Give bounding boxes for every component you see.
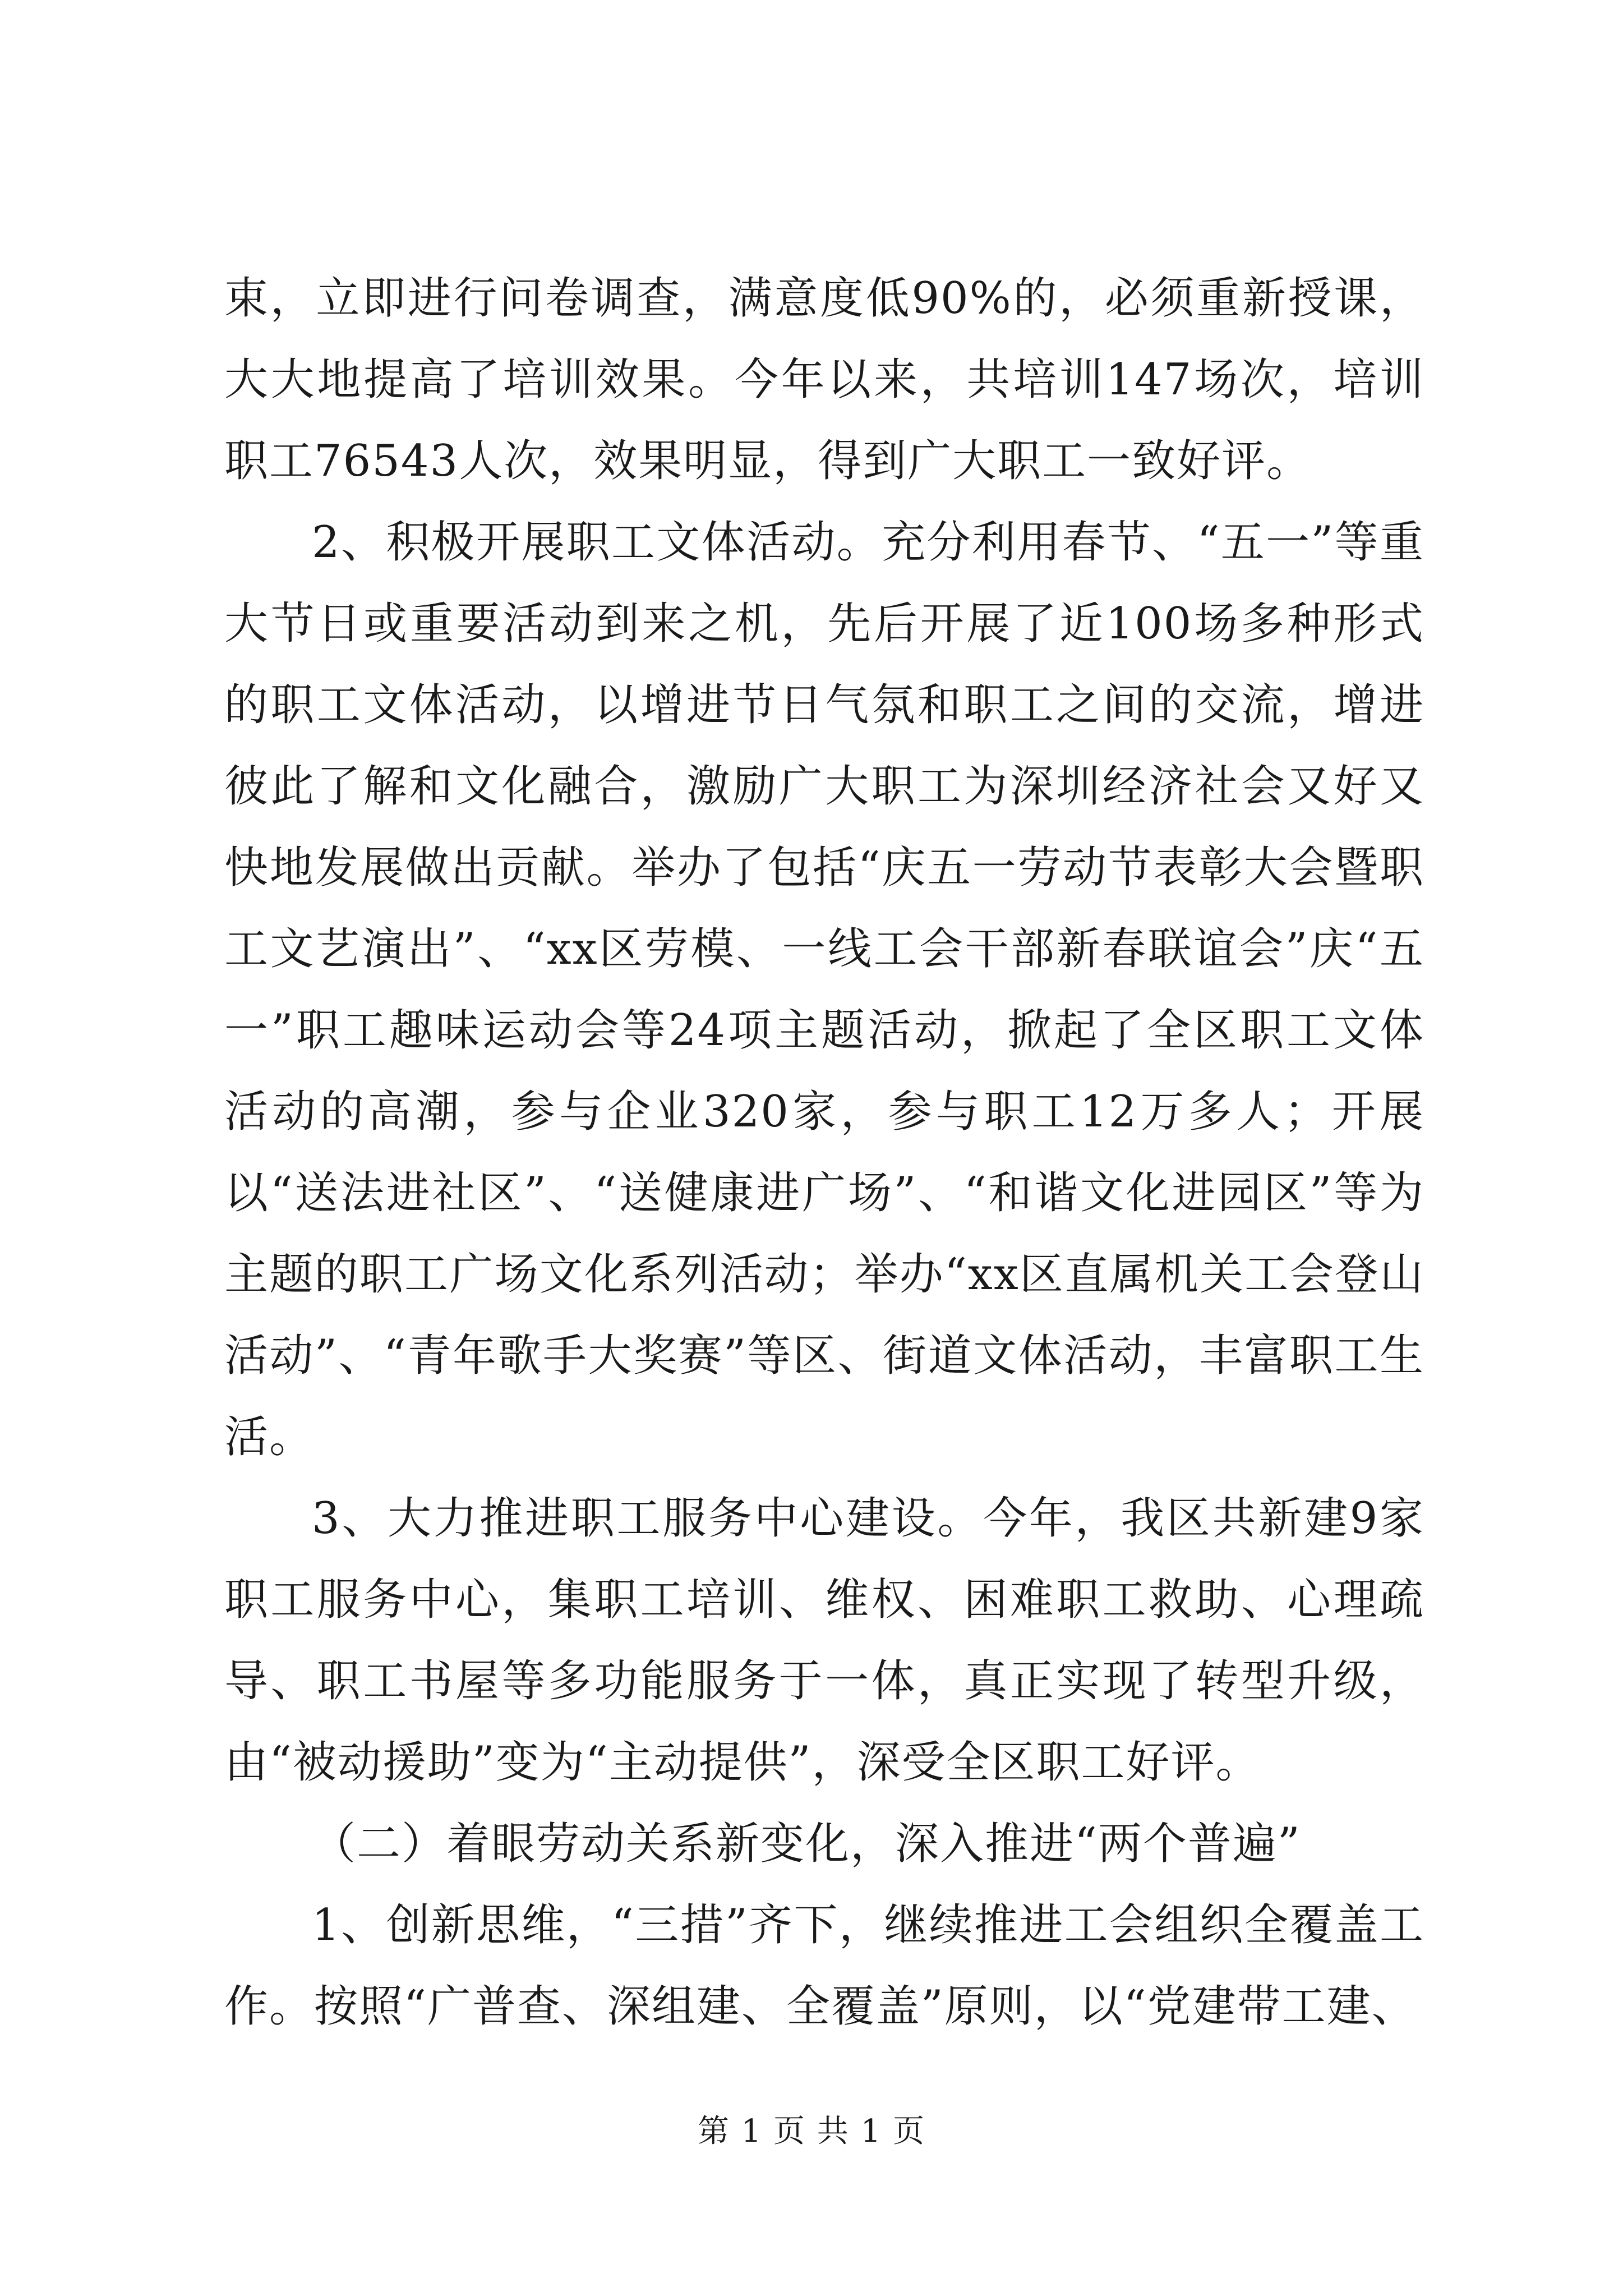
paragraph-union-coverage: 1、创新思维，“三措”齐下，继续推进工会组织全覆盖工作。按照“广普查、深组建、全覆盖”原则，以“党建带工建、	[224, 1900, 1424, 2032]
section-heading-two: （二）着眼劳动关系新变化，深入推进“两个普遍”	[312, 1819, 1301, 1869]
paragraph-continuation: 束，立即进行问卷调查，满意度低90%的，必须重新授课，大大地提高了培训效果。今年以来，共培训147场次，培训职工76543人次，效果明显，得到广大职工一致好评。	[224, 273, 1424, 486]
paragraph-cultural-activities: 2、积极开展职工文体活动。充分利用春节、“五一”等重大节日或重要活动到来之机，先后开展了近100场多种形式的职工文体活动，以增进节日气氛和职工之间的交流，增进彼此了解和文化融合，激励广大职工为深圳经济社会又好又快地发展做出贡献。举办了包括“庆五一劳动节表彰大会暨职工文艺演出”、“xx区劳模、一线工会干部新春联谊会”庆“五一”职工趣味运动会等24项主题活动，掀起了全区职工文体活动的高潮，参与企业320家，参与职工12万多人；开展以“送法进社区”、“送健康进广场”、“和谐文化进园区”等为主题的职工广场文化系列活动；举办“xx区直属机关工会登山活动”、“青年歌手大奖赛”等区、街道文体活动，丰富职工生活。	[224, 517, 1424, 1462]
paragraph-service-center: 3、大力推进职工服务中心建设。今年，我区共新建9家职工服务中心，集职工培训、维权、困难职工救助、心理疏导、职工书屋等多功能服务于一体，真正实现了转型升级，由“被动援助”变为“主动提供”，深受全区职工好评。	[224, 1493, 1424, 1788]
document-body	[224, 258, 1424, 2047]
page-number-footer: 第 1 页 共 1 页	[697, 2113, 926, 2150]
